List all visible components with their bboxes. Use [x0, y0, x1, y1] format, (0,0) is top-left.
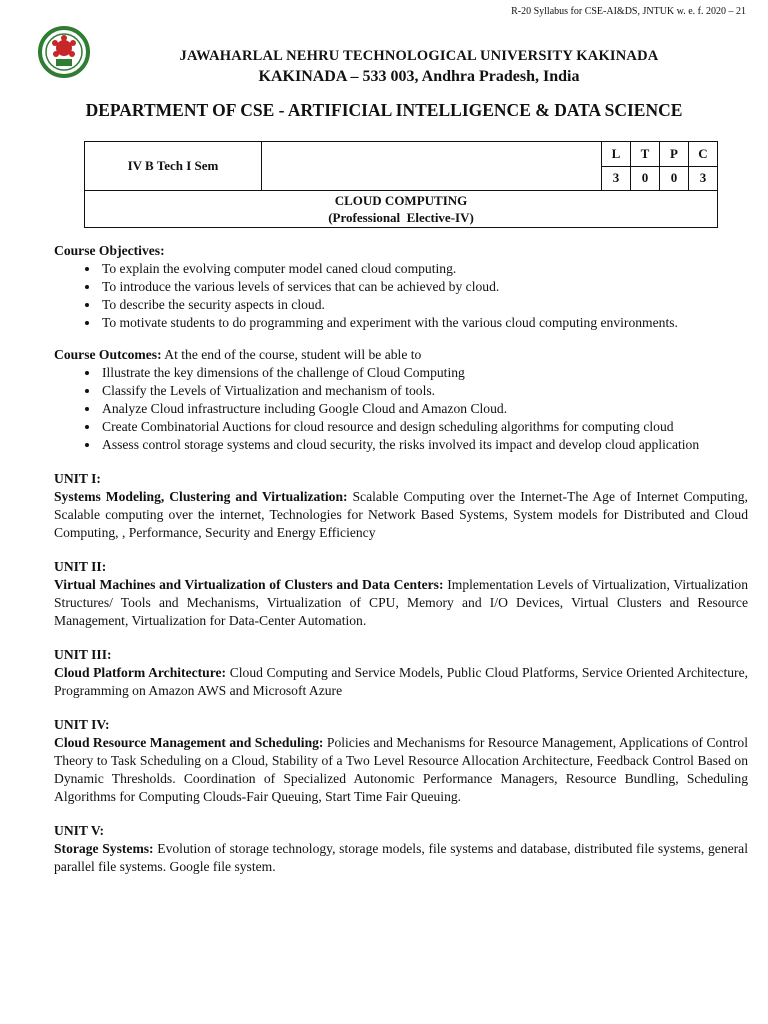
unit-heading: UNIT I: [54, 471, 101, 486]
course-title: CLOUD COMPUTING [334, 193, 468, 208]
unit-text: Policies and Mechanisms for Resource Management, Applications of Control Theory to Task Scheduling on a Cloud, Stability of a Two Level Resource Allocation Architecture, Feedback Control Based on Dynamic Thresholds. Coordination of Specialized Autonomic Performance Managers, Resource Bundling, Scheduling Algorithms for Computing Clouds-Fair Queuing, Start Time Fair Queuing. [54, 735, 748, 804]
list-item: • To describe the security aspects in cloud. [100, 296, 748, 314]
unit-topic: Storage Systems: [54, 841, 154, 856]
unit-topic: Virtual Machines and Virtualization of Clusters and Data Centers: [54, 577, 444, 592]
unit-topic: Cloud Resource Management and Scheduling: [54, 735, 324, 750]
unit-2 [54, 558, 748, 630]
list-item: • Analyze Cloud infrastructure including Google Cloud and Amazon Cloud. [100, 400, 748, 418]
unit-topic: Cloud Platform Architecture: [54, 665, 227, 680]
outcomes-heading: Course Outcomes: [54, 347, 162, 362]
list-item: • Illustrate the key dimensions of the challenge of Cloud Computing [100, 364, 748, 382]
outcomes-line [54, 346, 748, 364]
header-reference: R-20 Syllabus for CSE-AI&DS, JNTUK w. e. f. 2020 – 21 [511, 6, 746, 17]
list-item: • Create Combinatorial Auctions for cloud resource and design scheduling algorithms for computing cloud [100, 418, 748, 436]
department-title: DEPARTMENT OF CSE - ARTIFICIAL INTELLIGENCE & DATA SCIENCE [85, 100, 683, 120]
blank-cell [262, 142, 602, 191]
value-c: 3 [689, 166, 718, 191]
list-item: • To motivate students to do programming and experiment with the various cloud computing environments. [100, 314, 748, 332]
unit-topic: Systems Modeling, Clustering and Virtualization: [54, 489, 348, 504]
unit-body [54, 734, 748, 806]
unit-heading: UNIT II: [54, 559, 107, 574]
unit-1 [54, 470, 748, 542]
unit-text: Evolution of storage technology, storage models, file systems and database, distributed file systems, general parallel file systems. Google file system. [54, 841, 748, 874]
unit-body [54, 664, 748, 700]
unit-text: Implementation Levels of Virtualization, Virtualization Structures/ Tools and Mechanisms, Virtualization of CPU, Memory and I/O Devices, Virtual Clusters and Resource Management, Virtualization for Data-Center Automation. [54, 577, 749, 628]
syllabus-content [54, 242, 748, 876]
university-logo-icon [38, 26, 90, 78]
list-item: • To introduce the various levels of services that can be achieved by cloud. [100, 278, 748, 296]
header-l: L [602, 142, 631, 167]
semester-cell: IV B Tech I Sem [85, 142, 262, 191]
header-t: T [631, 142, 660, 167]
header-c: C [689, 142, 718, 167]
list-item: • To explain the evolving computer model caned cloud computing. [100, 260, 748, 278]
outcomes-intro: At the end of the course, student will be able to [161, 347, 422, 362]
unit-5 [54, 822, 748, 876]
course-info-table [84, 141, 718, 228]
list-item: • Classify the Levels of Virtualization and mechanism of tools. [100, 382, 748, 400]
university-address: KAKINADA – 533 003, Andhra Pradesh, India [258, 68, 580, 85]
unit-text: Cloud Computing and Service Models, Public Cloud Platforms, Service Oriented Architecture, Programming on Amazon AWS and Microsoft Azure [54, 665, 748, 698]
unit-body [54, 840, 748, 876]
unit-body [54, 576, 748, 630]
value-t: 0 [631, 166, 660, 191]
objectives-list [54, 260, 748, 332]
unit-heading: UNIT V: [54, 823, 104, 838]
objectives-heading: Course Objectives: [54, 243, 165, 258]
unit-body [54, 488, 748, 542]
university-name: JAWAHARLAL NEHRU TECHNOLOGICAL UNIVERSITY KAKINADA [179, 48, 659, 64]
course-subtitle: (Professional Elective-IV) [328, 210, 474, 225]
unit-text: Scalable Computing over the Internet-The Age of Internet Computing, Scalable computing over the internet, Technologies for Network Based Systems, System models for Distributed and Cloud Computing, , Performance, Security and Energy Efficiency [54, 489, 748, 540]
outcomes-list [54, 364, 748, 454]
unit-3 [54, 646, 748, 700]
unit-heading: UNIT IV: [54, 717, 110, 732]
unit-4 [54, 716, 748, 806]
value-l: 3 [602, 166, 631, 191]
unit-heading: UNIT III: [54, 647, 112, 662]
header-p: P [660, 142, 689, 167]
value-p: 0 [660, 166, 689, 191]
course-title-cell [85, 191, 718, 228]
list-item: • Assess control storage systems and cloud security, the risks involved its impact and develop cloud application [100, 436, 748, 454]
